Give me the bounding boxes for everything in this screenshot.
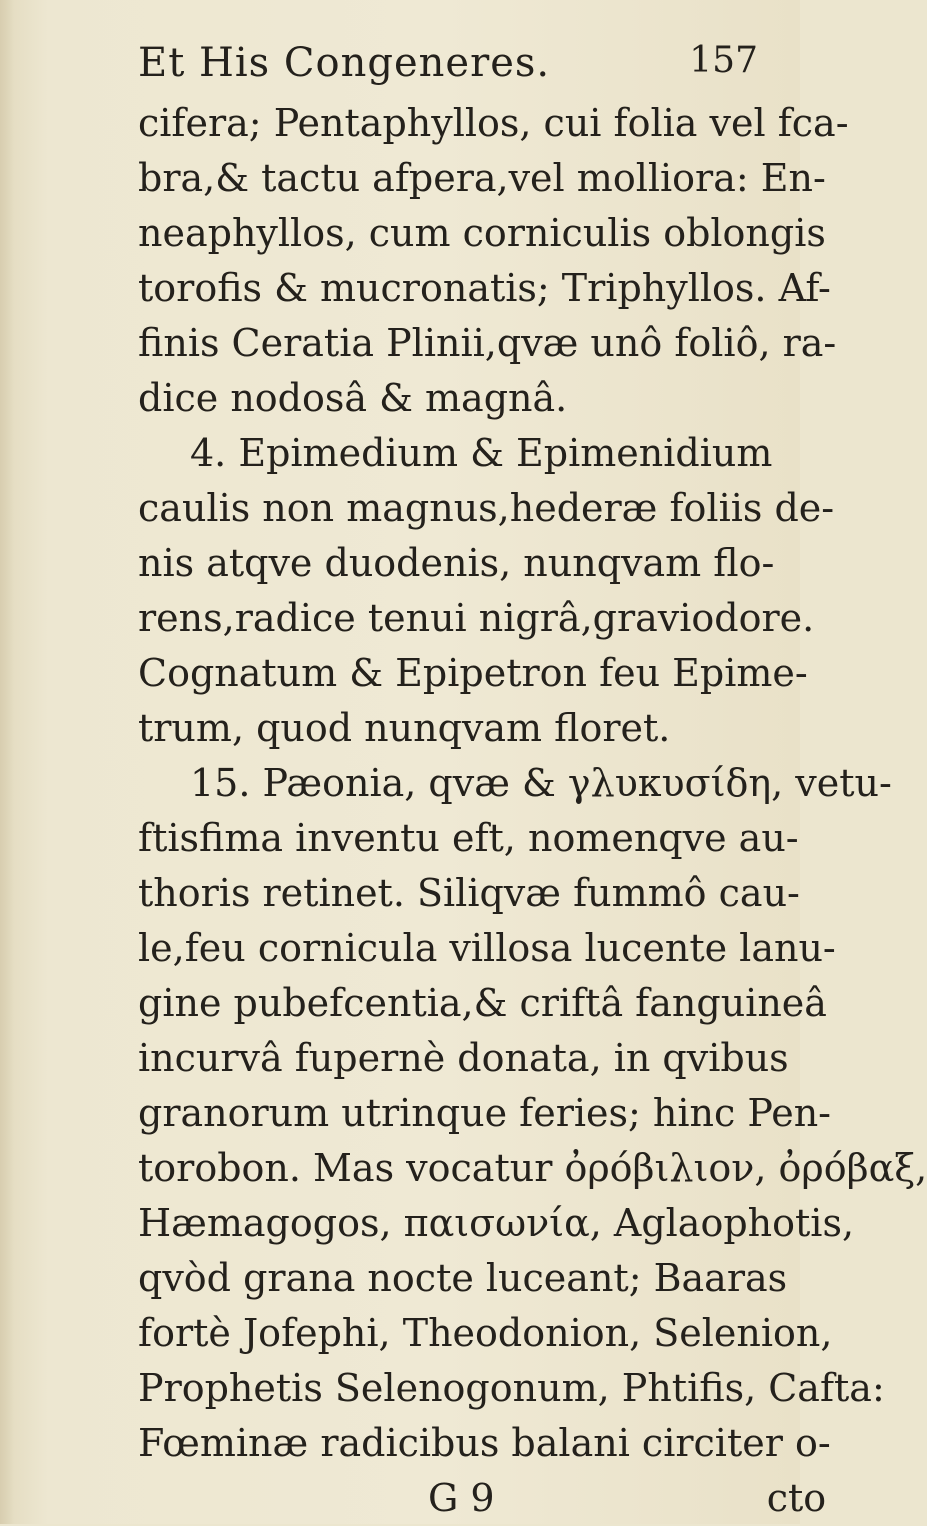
text-line: granorum utrinque feries; hinc Pen-	[138, 1091, 832, 1135]
text-line: cifera; Pentaphyllos, cui folia vel fca-	[138, 101, 849, 145]
text-line: 4. Epimedium & Epimenidium	[190, 431, 773, 475]
text-line: fortè Jofephi, Theodonion, Selenion,	[138, 1311, 833, 1355]
text-line: le,feu cornicula villosa lucente lanu-	[138, 926, 836, 970]
text-line: 15. Pæonia, qvæ & γλυκυσίδη, vetu-	[190, 761, 892, 805]
text-line: incurvâ fupernè donata, in qvibus	[138, 1036, 789, 1080]
text-line: caulis non magnus,hederæ foliis de-	[138, 486, 835, 530]
text-line: Hæmagogos, παισωνία, Aglaophotis,	[138, 1201, 855, 1245]
text-line: rens,radice tenui nigrâ,graviodore.	[138, 596, 815, 640]
text-line: ftisfima inventu eft, nomenqve au-	[138, 816, 799, 860]
text-line: Fœminæ radicibus balani circiter o-	[138, 1421, 831, 1465]
running-title: Et His Congeneres.	[138, 40, 551, 86]
text-line: thoris retinet. Siliqvæ fummô cau-	[138, 871, 800, 915]
text-line: qvòd grana nocte luceant; Baaras	[138, 1256, 788, 1300]
signature-line	[138, 1471, 827, 1526]
running-header	[138, 40, 758, 100]
signature-mark: G 9	[428, 1476, 495, 1520]
text-line: dice nodosâ & magnâ.	[138, 376, 568, 420]
body-text	[138, 96, 927, 1526]
text-line: torofis & mucronatis; Triphyllos. Af-	[138, 266, 831, 310]
page-number: 157	[689, 40, 758, 81]
text-line: trum, quod nunqvam floret.	[138, 706, 671, 750]
text-line: finis Ceratia Plinii,qvæ unô foliô, ra-	[138, 321, 837, 365]
text-line: gine pubefcentia,& criftâ fanguineâ	[138, 981, 827, 1025]
text-line: nis atqve duodenis, nunqvam flo-	[138, 541, 775, 585]
text-line: Cognatum & Epipetron feu Epime-	[138, 651, 808, 695]
text-line: bra,& tactu afpera,vel molliora: En-	[138, 156, 826, 200]
text-line: Prophetis Selenogonum, Phtifis, Cafta:	[138, 1366, 885, 1410]
text-line: neaphyllos, cum corniculis oblongis	[138, 211, 826, 255]
catchword: cto	[766, 1476, 827, 1520]
page-gutter	[0, 0, 14, 1524]
text-line: torobon. Mas vocatur ὀρόβιλιον, ὀρόβαξ,	[138, 1146, 927, 1190]
